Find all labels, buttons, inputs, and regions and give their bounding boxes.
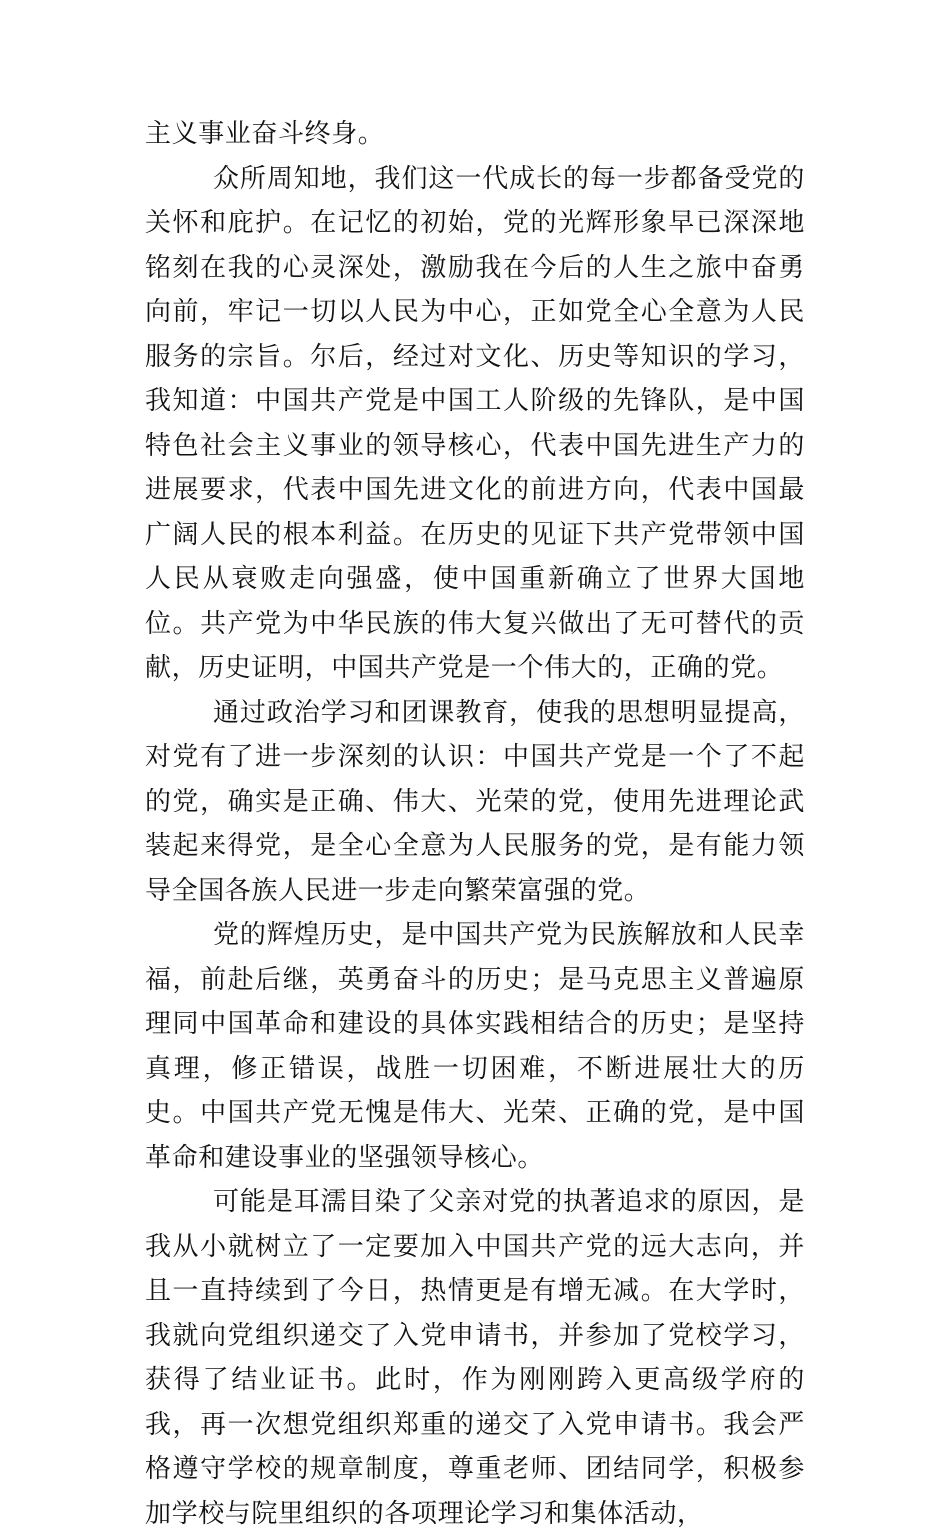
paragraph-5: 可能是耳濡目染了父亲对党的执著追求的原因，是我从小就树立了一定要加入中国共产党的远大志向，并且一直持续到了今日，热情更是有增无减。在大学时，我就向党组织递交了入党申请书，并参加了党校学习，获得了结业证书。此时，作为刚刚跨入更高级学府的我，再一次想党组织郑重的递交了入党申请书。我会严格遵守学校的规章制度，尊重老师、团结同学，积极参加学校与院里组织的各项理论学习和集体活动，	[145, 1187, 805, 1529]
paragraph-1: 主义事业奋斗终身。	[145, 119, 385, 149]
document-body	[145, 112, 805, 1536]
paragraph-2: 众所周知地，我们这一代成长的每一步都备受党的关怀和庇护。在记忆的初始，党的光辉形象早已深深地铭刻在我的心灵深处，激励我在今后的人生之旅中奋勇向前，牢记一切以人民为中心，正如党全心全意为人民服务的宗旨。尔后，经过对文化、历史等知识的学习，我知道：中国共产党是中国工人阶级的先锋队，是中国特色社会主义事业的领导核心，代表中国先进生产力的进展要求，代表中国先进文化的前进方向，代表中国最广阔人民的根本利益。在历史的见证下共产党带领中国人民从衰败走向强盛，使中国重新确立了世界大国地位。共产党为中华民族的伟大复兴做出了无可替代的贡献，历史证明，中国共产党是一个伟大的，正确的党。	[145, 163, 805, 683]
paragraph-4: 党的辉煌历史，是中国共产党为民族解放和人民幸福，前赴后继，英勇奋斗的历史；是马克思主义普遍原理同中国革命和建设的具体实践相结合的历史；是坚持真理，修正错误，战胜一切困难，不断进展壮大的历史。中国共产党无愧是伟大、光荣、正确的党，是中国革命和建设事业的坚强领导核心。	[145, 920, 805, 1173]
paragraph-3: 通过政治学习和团课教育，使我的思想明显提高，对党有了进一步深刻的认识：中国共产党是一个了不起的党，确实是正确、伟大、光荣的党，使用先进理论武装起来得党，是全心全意为人民服务的党，是有能力领导全国各族人民进一步走向繁荣富强的党。	[145, 697, 805, 906]
